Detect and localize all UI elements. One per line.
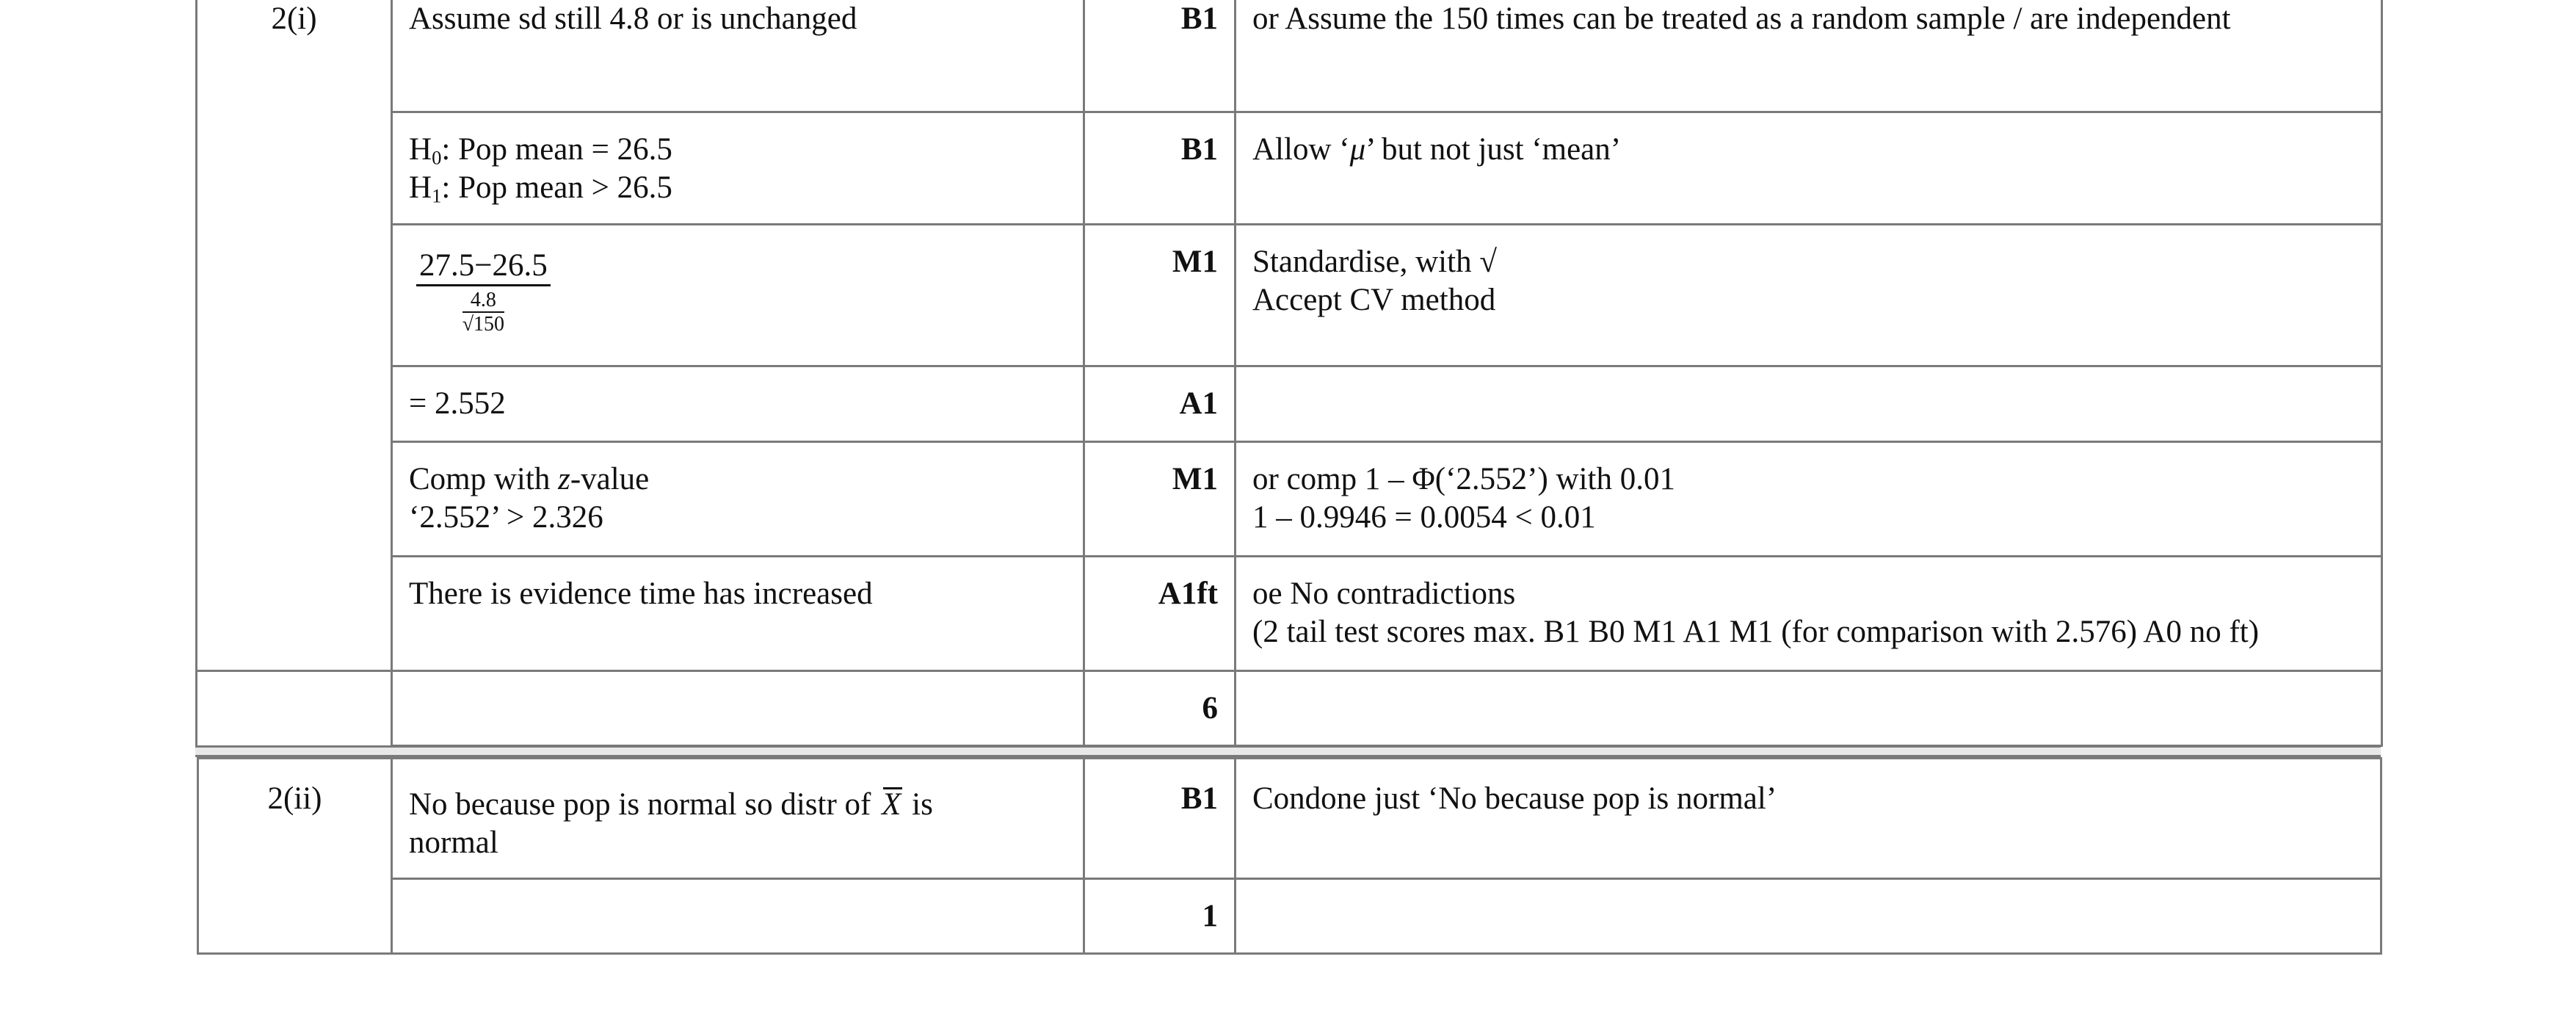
guidance-text: (2 tail test scores max. B1 B0 M1 A1 M1 (for comparison with 2.576) A0 no ft)	[1252, 614, 2260, 649]
hypothesis-text: : Pop mean = 26.5	[441, 131, 672, 167]
table-row	[197, 441, 2382, 556]
table-row	[197, 0, 2382, 112]
guidance-cell	[1236, 879, 2381, 954]
mark-cell	[1084, 0, 1236, 112]
guidance-text: Condone just ‘No because pop is normal’	[1252, 781, 1777, 816]
guidance-cell	[1236, 112, 2382, 224]
denominator-top: 4.8	[462, 289, 504, 313]
answer-cell	[392, 879, 1084, 954]
answer-cell	[392, 366, 1084, 441]
z-symbol: z	[558, 461, 570, 496]
guidance-pre: Allow ‘	[1252, 131, 1350, 167]
guidance-text: oe No contradictions	[1252, 576, 1516, 611]
guidance-cell	[1236, 556, 2382, 670]
mark-scheme-table-part-i	[195, 0, 2383, 747]
guidance-cell	[1236, 224, 2382, 366]
table-row	[198, 759, 2381, 879]
table-row-total	[197, 670, 2382, 745]
denominator-bottom: √150	[462, 312, 505, 336]
total-mark: 6	[1202, 690, 1218, 726]
guidance-cell	[1236, 0, 2382, 112]
guidance-cell	[1236, 759, 2381, 879]
answer-cell	[392, 759, 1084, 879]
mark-code: B1	[1180, 131, 1218, 167]
answer-post: is	[904, 787, 933, 822]
answer-pre: Comp with	[409, 461, 559, 496]
subscript-one: 1	[432, 184, 442, 207]
answer-text: normal	[409, 825, 498, 860]
table-row	[197, 112, 2382, 224]
question-label: 2(i)	[271, 1, 317, 36]
total-mark-cell	[1084, 879, 1236, 954]
mark-scheme-table-part-ii	[197, 757, 2382, 955]
guidance-text: or Assume the 150 times can be treated as a random sample / are independent	[1252, 1, 2231, 36]
answer-text: There is evidence time has increased	[409, 576, 873, 611]
answer-cell	[392, 556, 1084, 670]
mark-cell	[1084, 759, 1236, 879]
fraction-numerator: 27.5−26.5	[416, 249, 551, 286]
mark-cell	[1084, 441, 1236, 556]
mark-code: A1ft	[1158, 576, 1218, 611]
answer-text: Assume sd still 4.8 or is unchanged	[409, 1, 857, 36]
fraction	[416, 249, 551, 340]
mark-code: B1	[1180, 781, 1218, 816]
table-row	[197, 224, 2382, 366]
hypothesis-text: : Pop mean > 26.5	[441, 170, 672, 205]
table-row	[197, 556, 2382, 670]
question-number-empty	[197, 670, 392, 745]
answer-text: = 2.552	[409, 386, 506, 421]
guidance-text: Standardise, with √	[1252, 244, 1497, 279]
answer-text	[409, 786, 1067, 824]
mark-code: A1	[1179, 386, 1218, 421]
mark-code: B1	[1180, 1, 1218, 36]
question-number	[198, 759, 392, 954]
guidance-cell	[1236, 441, 2382, 556]
guidance-text	[1252, 131, 2365, 169]
x-bar-symbol: X	[879, 786, 904, 824]
h-symbol: H	[409, 170, 432, 205]
mark-cell	[1084, 112, 1236, 224]
mu-symbol: μ	[1349, 131, 1366, 167]
mark-cell	[1084, 556, 1236, 670]
standardise-fraction	[409, 243, 551, 340]
guidance-text: Accept CV method	[1252, 282, 1496, 317]
guidance-post: ’ but not just ‘mean’	[1365, 131, 1622, 167]
subscript-zero: 0	[432, 146, 442, 169]
total-mark: 1	[1202, 899, 1218, 933]
guidance-text: or comp 1 – Φ(‘2.552’) with 0.01	[1252, 461, 1676, 496]
answer-cell	[392, 224, 1084, 366]
answer-cell	[392, 670, 1084, 745]
section-divider	[195, 745, 2381, 757]
answer-post: -value	[570, 461, 650, 496]
guidance-cell	[1236, 366, 2382, 441]
mark-cell	[1084, 224, 1236, 366]
answer-cell	[392, 0, 1084, 112]
mark-cell	[1084, 366, 1236, 441]
question-label: 2(ii)	[267, 781, 322, 816]
hypothesis-null	[409, 131, 1067, 169]
h-symbol: H	[409, 131, 432, 167]
answer-cell	[392, 441, 1084, 556]
mark-code: M1	[1172, 244, 1218, 279]
mark-code: M1	[1172, 461, 1218, 496]
fraction-denominator	[462, 289, 504, 336]
total-mark-cell	[1084, 670, 1236, 745]
table-row-total	[198, 879, 2381, 954]
question-number	[197, 0, 392, 670]
answer-cell	[392, 112, 1084, 224]
guidance-cell	[1236, 670, 2382, 745]
answer-text: ‘2.552’ > 2.326	[409, 499, 603, 535]
table-row	[197, 366, 2382, 441]
guidance-text: 1 – 0.9946 = 0.0054 < 0.01	[1252, 499, 1596, 535]
hypothesis-alternative	[409, 169, 1067, 207]
answer-text	[409, 460, 1067, 499]
answer-pre: No because pop is normal so distr of	[409, 787, 879, 822]
